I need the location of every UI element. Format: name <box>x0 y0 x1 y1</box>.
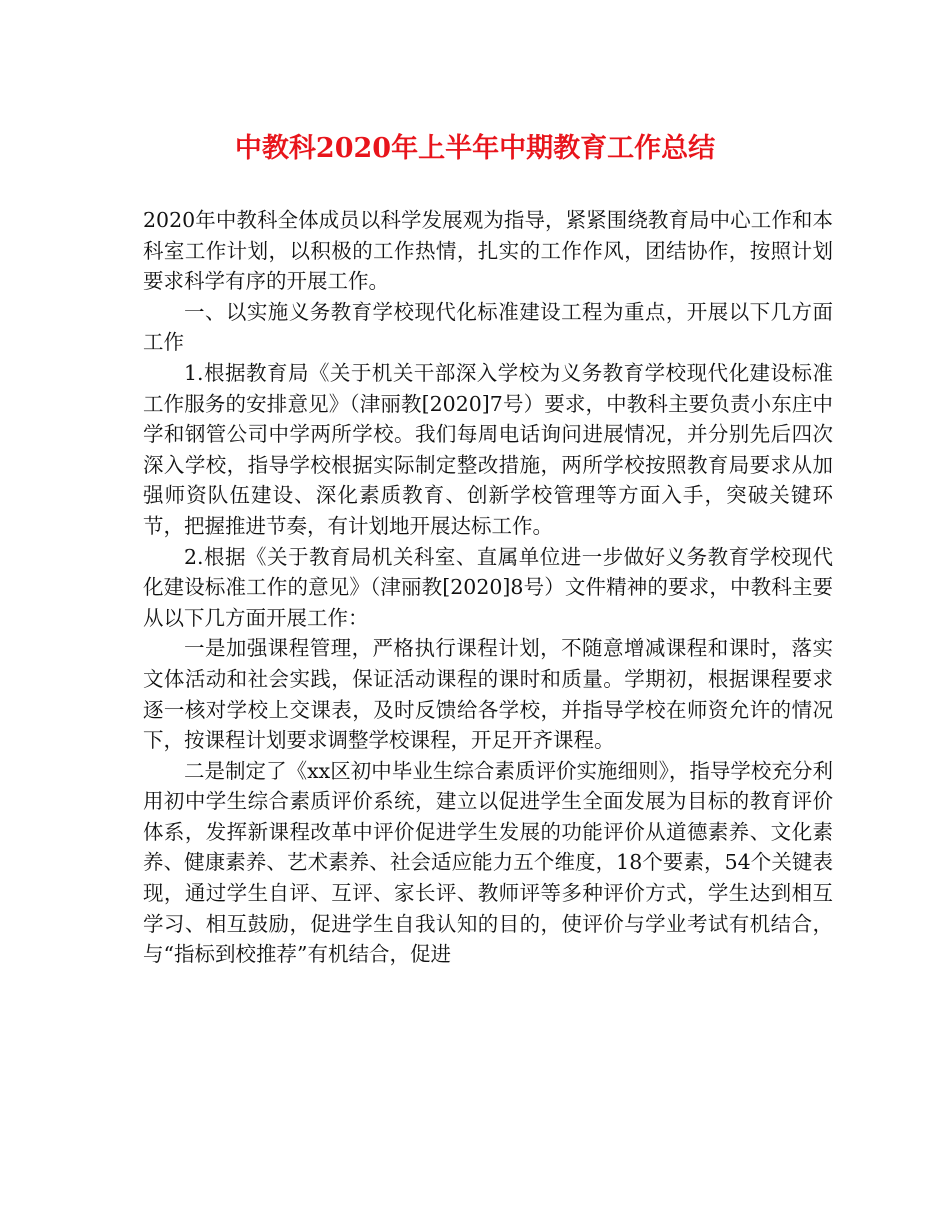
document-title: 中教科2020年上半年中期教育工作总结 <box>234 133 716 164</box>
document-body <box>143 205 833 970</box>
paragraph-point-2: 二是制定了《xx区初中毕业生综合素质评价实施细则》，指导学校充分利用初中学生综合素质评价系统，建立以促进学生全面发展为目标的教育评价体系，发挥新课程改革中评价促进学生发展的功能评价从道德素养、文化素养、健康素养、艺术素养、社会适应能力五个维度，18个要素，54个关键表现，通过学生自评、互评、家长评、教师评等多种评价方式，学生达到相互学习、相互鼓励，促进学生自我认知的目的，使评价与学业考试有机结合，与“指标到校推荐”有机结合，促进 <box>143 758 833 967</box>
paragraph-intro: 2020年中教科全体成员以科学发展观为指导，紧紧围绕教育局中心工作和本科室工作计划，以积极的工作热情，扎实的工作作风，团结协作，按照计划要求科学有序的开展工作。 <box>143 208 833 294</box>
paragraph-item-1: 1.根据教育局《关于机关干部深入学校为义务教育学校现代化建设标准工作服务的安排意见》（津丽教[2020]7号）要求，中教科主要负责小东庄中学和钢管公司中学两所学校。我们每周电话询问进展情况，并分别先后四次深入学校，指导学校根据实际制定整改措施，两所学校按照教育局要求从加强师资队伍建设、深化素质教育、创新学校管理等方面入手，突破关键环节，把握推进节奏，有计划地开展达标工作。 <box>143 360 833 538</box>
paragraph-item-2: 2.根据《关于教育局机关科室、直属单位进一步做好义务教育学校现代化建设标准工作的意见》（津丽教[2020]8号）文件精神的要求，中教科主要从以下几方面开展工作： <box>143 544 833 630</box>
paragraph-point-1: 一是加强课程管理，严格执行课程计划，不随意增减课程和课时，落实文体活动和社会实践，保证活动课程的课时和质量。学期初，根据课程要求逐一核对学校上交课表，及时反馈给各学校，并指导学校在师资允许的情况下，按课程计划要求调整学校课程，开足开齐课程。 <box>143 636 833 753</box>
paragraph-section-heading: 一、以实施义务教育学校现代化标准建设工程为重点，开展以下几方面工作 <box>143 299 833 355</box>
